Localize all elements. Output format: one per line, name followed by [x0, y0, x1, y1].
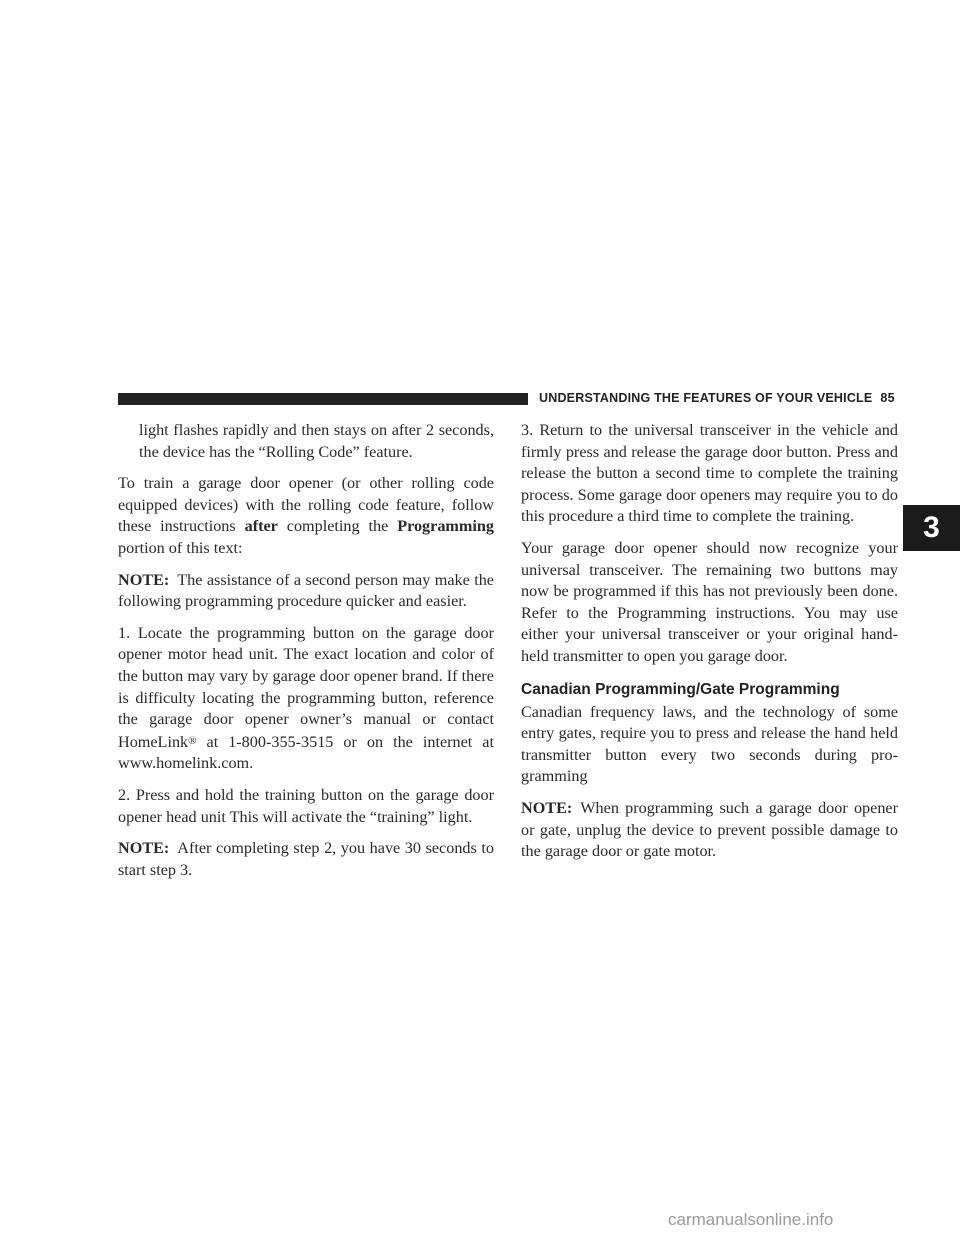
step-2: 2. Press and hold the training button on the garage door opener head unit This will activate the “training” light.	[118, 785, 494, 826]
programming-emphasis: Programming	[397, 517, 494, 536]
canadian-paragraph: Canadian frequency laws, and the technology of some entry gates, require you to press and release the hand held transmitter button every two seconds during pro- gramming	[521, 702, 898, 786]
step-3: 3. Return to the universal transceiver in the vehicle and firmly press and release the garage door button. Press and release the button a second time to complete the training process. Some garage door openers may require you to do this procedure a third time to complete the training.	[521, 421, 898, 526]
step-1-text: 1. Locate the programming button on the garage door opener motor head unit. The exact location and color of the button may vary by garage door opener brand. If there is difficulty locating the programming button, reference the garage door opener owner’s manual or contact HomeLink	[118, 623, 494, 751]
train-text-1: To train a garage door opener (or other rolling code equipped devices) with the rolling code feature, follow these instructions	[118, 474, 494, 536]
running-head	[539, 391, 895, 405]
recognize-paragraph: Your garage door opener should now recognize your universal transceiver. The remaining two buttons may now be programmed if this has not previously been done. Refer to the Programming instructions. You may use either your universal transceiver or your original hand-held transmitter to open you garage door.	[521, 538, 898, 665]
train-instructions-paragraph	[118, 473, 494, 559]
note-text: The assistance of a second person may make the following programming procedure quicker and easier.	[118, 570, 494, 611]
step-1-contact: at 1-800-355-3515 or on the internet at www.homelink.com.	[118, 732, 494, 773]
registered-mark: ®	[188, 734, 197, 747]
note-step-2-timer	[118, 838, 494, 881]
running-head-title: UNDERSTANDING THE FEATURES OF YOUR VEHICLE	[539, 391, 873, 405]
chapter-tab: 3	[903, 505, 960, 551]
right-column	[521, 420, 898, 873]
note-label: NOTE:	[118, 570, 170, 589]
site-watermark: carmanualsonline.info	[668, 1210, 834, 1229]
section-heading-canadian: Canadian Programming/Gate Programming	[521, 680, 840, 698]
step-1	[118, 623, 494, 775]
note-second-person	[118, 570, 494, 613]
note-text: After completing step 2, you have 30 seconds to start step 3.	[118, 839, 494, 879]
note-label: NOTE:	[521, 798, 573, 817]
header-rule	[118, 393, 528, 405]
train-text-2: completing the	[277, 517, 398, 536]
after-emphasis: after	[244, 517, 278, 536]
note-text: When programming such a garage door opener or gate, unplug the device to prevent possible damage to the garage door or gate motor.	[521, 798, 898, 861]
left-column	[118, 420, 494, 891]
note-label: NOTE:	[118, 839, 170, 858]
page-number: 85	[880, 391, 895, 405]
train-text-3: portion of this text:	[118, 538, 243, 557]
note-unplug-device	[521, 798, 898, 863]
rolling-code-continuation: light flashes rapidly and then stays on after 2 seconds, the device has the “Rolling Code” feature.	[139, 421, 494, 461]
